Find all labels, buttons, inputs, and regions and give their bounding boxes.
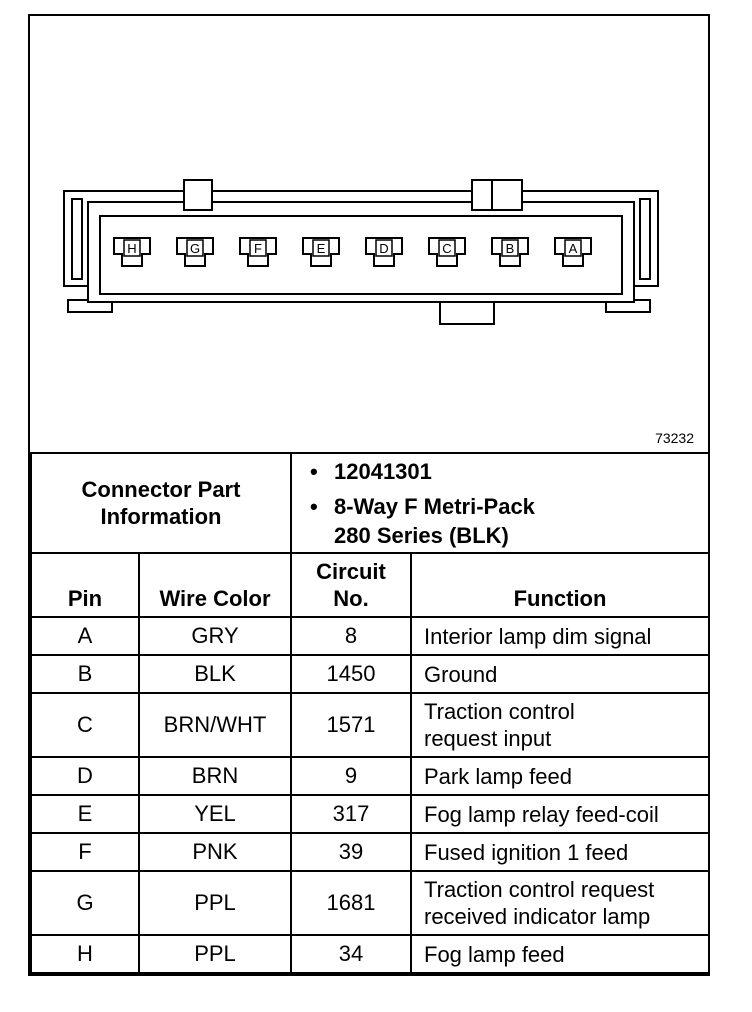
figure-id: 73232 (655, 430, 694, 446)
header-function: Function (411, 553, 709, 617)
function-line1: Traction control request (424, 877, 655, 902)
circuit-cell: 1571 (291, 693, 411, 757)
header-circuit (291, 553, 411, 617)
wire-color-cell: PPL (139, 871, 291, 935)
pinout-row (31, 617, 709, 655)
function-cell (411, 617, 709, 655)
header-pin: Pin (31, 553, 139, 617)
pinout-row (31, 833, 709, 871)
pin-cell: G (31, 871, 139, 935)
function-line2: received indicator lamp (424, 904, 651, 929)
function-line1: Ground (424, 661, 498, 687)
pin-label: H (127, 241, 137, 256)
wire-color-cell: BRN/WHT (139, 693, 291, 757)
right-rail (640, 199, 650, 279)
circuit-cell: 8 (291, 617, 411, 655)
pinout-rows (31, 617, 709, 973)
pinout-row (31, 693, 709, 757)
pin-cell: F (31, 833, 139, 871)
wire-color-cell: GRY (139, 617, 291, 655)
connector-info-text: Connector Part Information (81, 477, 241, 529)
circuit-cell: 39 (291, 833, 411, 871)
part-number: 12041301 (334, 458, 432, 484)
right-lock-tab-side (492, 180, 522, 210)
wire-color-cell: PPL (139, 935, 291, 973)
pin-cell: C (31, 693, 139, 757)
function-cell (411, 655, 709, 693)
description-line1: 8-Way F Metri-Pack (334, 493, 535, 519)
header-wire-color: Wire Color (139, 553, 291, 617)
circuit-cell: 1681 (291, 871, 411, 935)
description-line (310, 492, 708, 521)
pinout-row (31, 871, 709, 935)
circuit-cell: 317 (291, 795, 411, 833)
pin-label: E (316, 241, 326, 256)
connector-info-values (291, 453, 709, 553)
pin-label: D (379, 241, 389, 256)
function-line1: Fog lamp relay feed-coil (424, 801, 659, 827)
connector-figure (30, 16, 708, 452)
function-cell (411, 693, 709, 757)
function-line1: Fused ignition 1 feed (424, 839, 629, 865)
bullet-icon: • (310, 493, 318, 519)
connector-drawing (30, 16, 708, 452)
right-lock-tab (472, 180, 492, 210)
header-circuit-line1: Circuit (316, 559, 386, 584)
pinout-row (31, 935, 709, 973)
wire-color-cell: BRN (139, 757, 291, 795)
pin-label: F (254, 241, 262, 256)
wire-color-cell: PNK (139, 833, 291, 871)
function-cell (411, 935, 709, 973)
pinout-row (31, 655, 709, 693)
pin-label: C (442, 241, 452, 256)
function-cell (411, 795, 709, 833)
function-line1: Fog lamp feed (424, 941, 565, 967)
function-cell (411, 757, 709, 795)
header-row (31, 553, 709, 617)
function-cell (411, 871, 709, 935)
pin-cell: B (31, 655, 139, 693)
description-line2: 280 Series (BLK) (334, 522, 509, 548)
header-circuit-line2: No. (333, 586, 369, 611)
pin-cell: H (31, 935, 139, 973)
circuit-cell: 34 (291, 935, 411, 973)
pin-label: G (189, 241, 201, 256)
pinout-row (31, 757, 709, 795)
function-line1: Interior lamp dim signal (424, 623, 652, 649)
connector-info-label (31, 453, 291, 553)
left-lock-tab (184, 180, 212, 210)
function-cell (411, 833, 709, 871)
pinout-row (31, 795, 709, 833)
pin-label: A (568, 241, 578, 256)
function-line1: Park lamp feed (424, 763, 572, 789)
connector-sheet (28, 14, 710, 976)
pin-cell: A (31, 617, 139, 655)
function-line1: Traction control (424, 699, 575, 724)
left-rail (72, 199, 82, 279)
wire-color-cell: BLK (139, 655, 291, 693)
wire-color-cell: YEL (139, 795, 291, 833)
function-line2: request input (424, 726, 552, 751)
circuit-cell: 1450 (291, 655, 411, 693)
part-number-line (310, 457, 708, 486)
circuit-cell: 9 (291, 757, 411, 795)
bullet-icon: • (310, 458, 318, 484)
bottom-key (440, 302, 494, 324)
pin-label: B (505, 241, 515, 256)
connector-info-row (31, 453, 709, 553)
pin-cell: D (31, 757, 139, 795)
pinout-table (30, 452, 710, 974)
pin-cell: E (31, 795, 139, 833)
